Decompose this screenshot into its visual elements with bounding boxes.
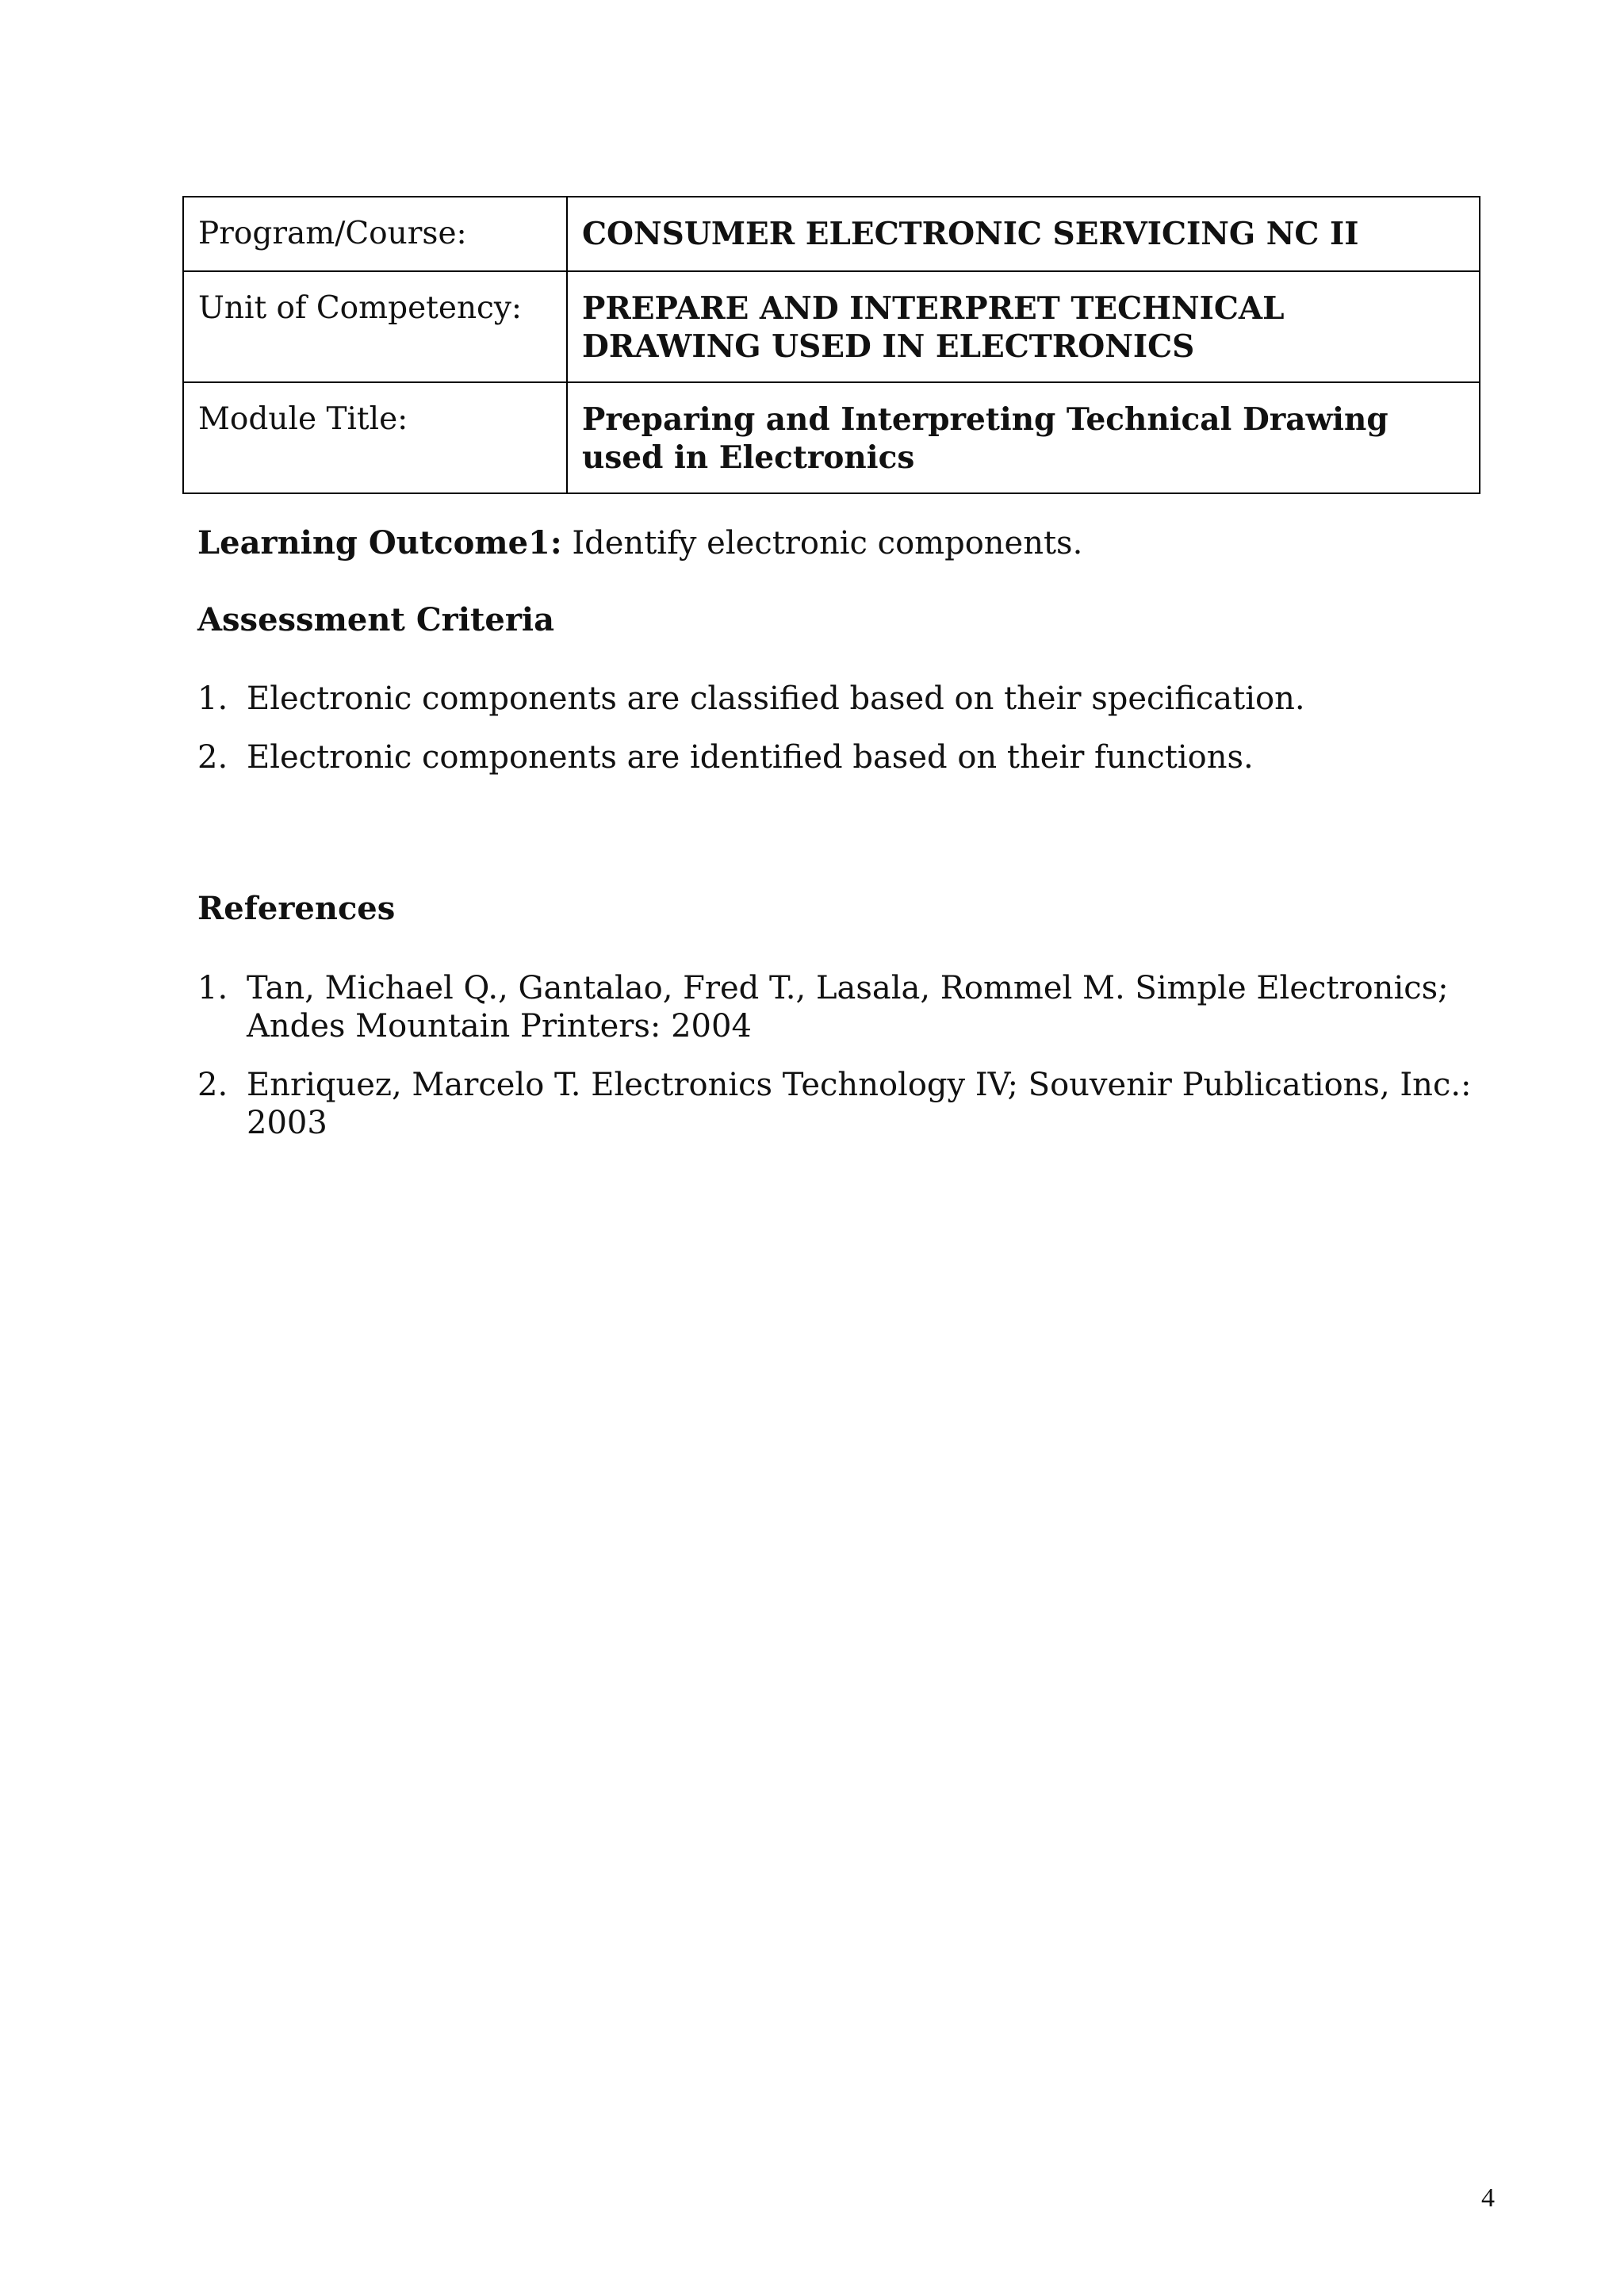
- references-heading: References: [197, 890, 396, 927]
- table-row: [183, 197, 1480, 271]
- module-info-table: [182, 196, 1480, 494]
- program-course-value: CONSUMER ELECTRONIC SERVICING NC II: [567, 197, 1480, 271]
- references-list: [197, 969, 1498, 1163]
- list-item-number: 1.: [197, 970, 228, 1006]
- list-item: [197, 1066, 1498, 1142]
- unit-of-competency-value: PREPARE AND INTERPRET TECHNICAL DRAWING USED IN ELECTRONICS: [567, 271, 1480, 382]
- list-item: [197, 738, 1498, 776]
- list-item-text: Electronic components are classified based on their specification.: [247, 680, 1305, 717]
- module-title-value: Preparing and Interpreting Technical Drawing used in Electronics: [567, 382, 1480, 493]
- list-item-text: Electronic components are identified based on their functions.: [247, 739, 1254, 776]
- list-item-number: 2.: [197, 739, 228, 776]
- table-row: [183, 382, 1480, 493]
- list-item-text: Enriquez, Marcelo T. Electronics Technology IV; Souvenir Publications, Inc.: 2003: [247, 1067, 1472, 1141]
- assessment-criteria-list: [197, 680, 1498, 797]
- list-item-number: 2.: [197, 1067, 228, 1103]
- list-item-number: 1.: [197, 680, 228, 717]
- learning-outcome-label: Learning Outcome1:: [197, 524, 562, 562]
- learning-outcome-text: Identify electronic components.: [561, 525, 1083, 562]
- table-row: [183, 271, 1480, 382]
- list-item: [197, 680, 1498, 718]
- list-item-text: Tan, Michael Q., Gantalao, Fred T., Lasala, Rommel M. Simple Electronics; Andes Mountain Printers: 2004: [247, 970, 1449, 1045]
- page-number: 4: [1481, 2183, 1495, 2213]
- unit-of-competency-label: Unit of Competency:: [183, 271, 567, 382]
- list-item: [197, 969, 1498, 1045]
- learning-outcome: [197, 523, 1082, 563]
- assessment-criteria-heading: Assessment Criteria: [197, 601, 555, 638]
- program-course-label: Program/Course:: [183, 197, 567, 271]
- module-title-label: Module Title:: [183, 382, 567, 493]
